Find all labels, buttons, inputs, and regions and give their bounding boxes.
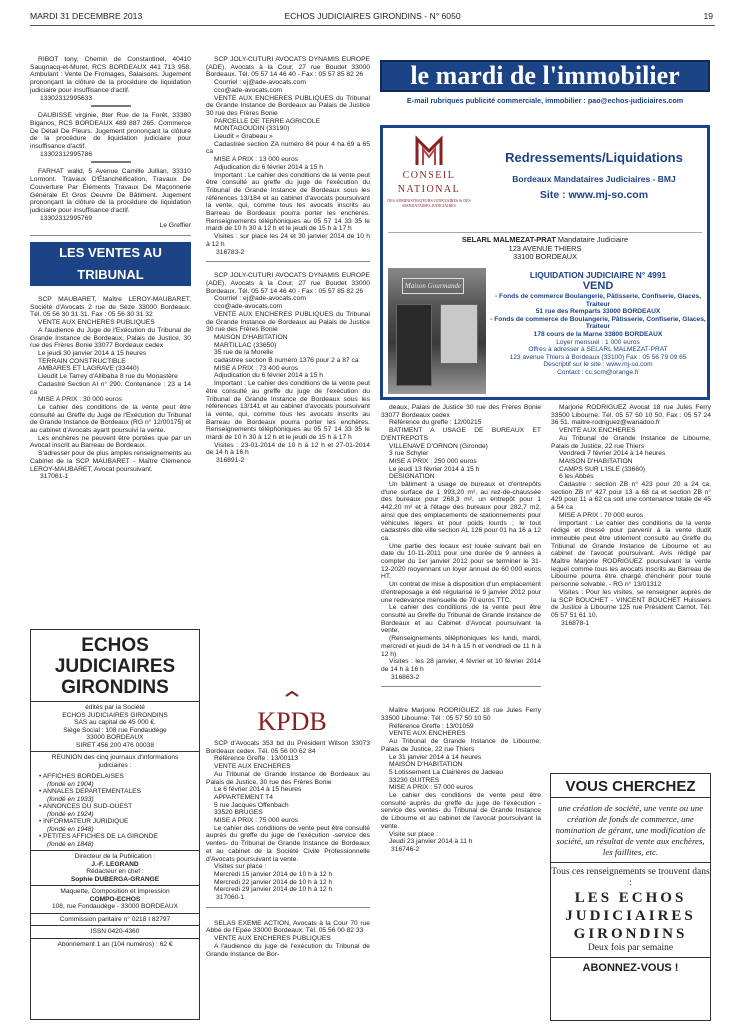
paragraph: 3 rue Schyler	[389, 450, 429, 458]
notice-daubisse	[30, 112, 191, 151]
paragraph: Visites : sur place les 24 et 30 janvier 2014 de 10 h à 12 h	[206, 233, 370, 248]
paragraph: MONTAGOUDIN (33190)	[214, 125, 290, 133]
paragraph: VENTE AUX ENCHERES PUBLIQUES	[38, 319, 155, 327]
liquidation-details: LIQUIDATION JUDICIAIRE N° 4991 VEND - Fonds de commerce Boulangerie, Pâtisserie, Confiserie, Glaces, Traiteur 51 rue des Remparts 33000 BORDEAUX - Fonds de commerce de Boulangerie, Pâtisserie, Confiserie, Glaces, Traiteur 178 cours de la Marne 33800 BORDEAUX Loyer mensuel : 1 000 euros Offres à adresser à SELARL MALMEZAT-PRAT 123 avenue Thiers à Bordeaux (33100) Fax : 05 56 79 09 65 Descriptif sur le site : www.mj-so.com Contact : cc.scm@orange.fr	[490, 270, 706, 376]
notice-joly-2	[206, 272, 370, 457]
paragraph: Visites : Pour les visites, se renseigner auprès de la SCP BOUCHET - VINCENT BOUCHET Huissiers de Justice à Libourne 125 rue Président Carnot. Tél. 05 57 51 61 10.	[551, 588, 711, 619]
notice-camps	[551, 404, 711, 620]
paragraph: Référence du greffe : 12/00215	[389, 419, 482, 427]
paragraph: SCP d'Avocats 353 bd du Président Wilson 33073 Bordeaux cedex. Tél. 05 56 00 62 84	[206, 740, 370, 755]
paragraph: 5 Lotissement La Clairières de Jadeau	[389, 768, 504, 776]
paragraph: MISE A PRIX : 75 000 euros	[214, 817, 299, 825]
journal-title: ECHOS JUDICIAIRES GIRONDINS - N° 6050	[284, 11, 461, 21]
publisher-line: SIRET 456 200 476 00038	[76, 741, 154, 749]
paragraph: Visite sur place :	[389, 830, 438, 838]
paragraph: (Renseignements téléphoniques les lundi, mardi, mercredi et jeudi de 14 h à 15 h et vendredi de 11 h à 12 h)	[381, 635, 541, 658]
notice-ref: 316891-2	[216, 457, 245, 465]
divider	[91, 105, 131, 107]
paragraph: Visites : les 28 janvier, 4 février et 10 février 2014 de 14 h à 16 h	[381, 658, 541, 673]
page-header	[30, 8, 715, 26]
ad-subtitle: Bordeaux Mandataires Judiciaires - BMJ	[512, 174, 676, 184]
paragraph: Un bâtiment à usage de bureaux et d'entrepôts d'une surface de 1 993,20 m², au rez-de-chaussée des bureaux pour 268,3 m², un entrepôt pour 1 442,20 m² et à l'étage des bureaux pour 282,7 m2, ainsi que des emplacements de stationnements pour véhicules légers et pour poids lourds ; le tout cadastrés dite ville section AL 126 pour 01 ha 16 a 12 ca.	[381, 481, 541, 542]
vous-list: une création de société, une vente ou une création de fonds de commerce, une nomination de gérant, une modification de société, un résultat de vente aux enchères, les faillites, etc.	[551, 798, 710, 863]
paragraph: A l'audience du Juge de l'Exécution du Tribunal de Grande Instance de Bordeaux, Palais de Justice, 30 rue des Frères Bonie 33077 Bordeaux cedex	[30, 326, 191, 350]
vous-brand-1: LES ECHOS	[574, 890, 687, 906]
column-4	[551, 404, 711, 769]
paragraph: MISE A PRIX : 57 000 euros	[389, 784, 474, 792]
journal-item: • INFORMATEUR JURIDIQUE	[39, 818, 193, 826]
paragraph: A l'audience du juge de l'exécution du Tribunal de Grande Instance de Bor-	[206, 942, 370, 958]
paragraph: deaux, Palais de Justice 30 rue des Frères Bonie 33077 Bordeaux cedex	[381, 404, 541, 419]
paragraph: Un contrat de mise à disposition d'un emplacement d'entreposage a été régularisé le 9 janvier 2012 pour une redevance mensuelle de 70 euros TTC.	[381, 581, 541, 604]
notice-ref: 316783-2	[216, 248, 245, 256]
journal-item: • ANNALES DEPARTEMENTALES	[39, 788, 193, 796]
paragraph: Mercredi 29 janvier 2014 de 10 h à 12 h	[214, 886, 333, 894]
paragraph: Le cahier des conditions de vente peut être consulté auprès du greffe du juge de l'exécution -service des ventes- du Tribunal de Grande Instance de Libourne et au cabinet de l'avocat poursuivant la vente.	[381, 792, 541, 830]
notice-villenave	[381, 404, 541, 674]
paragraph: cco@ade-avocats.com	[214, 86, 283, 94]
paragraph: Le jeudi 30 janvier 2014 à 15 heures	[38, 349, 147, 357]
vous-brand-2: JUDICIAIRES	[565, 908, 696, 924]
column-2-bottom	[206, 740, 370, 1022]
reunion-text: REUNION des cinq journaux d'informations judiciaires :	[31, 751, 199, 771]
commission-paritaire: Commission paritaire n° 0218 I 82797	[31, 913, 199, 926]
notice-maubaret	[30, 296, 191, 473]
journal-item: (fondé en 1904)	[47, 780, 94, 788]
paragraph: MAISON D'HABITATION	[389, 761, 463, 769]
notice-guitres	[381, 707, 541, 846]
column-1	[30, 56, 191, 623]
section-banner-ventes: LES VENTES AU TRIBUNAL	[30, 242, 191, 286]
notice-kpdb	[206, 740, 370, 894]
paragraph: Adjudication du 6 février 2014 à 15 h	[214, 372, 323, 380]
journal-item: (fondé en 1933)	[47, 795, 94, 803]
ad-title: Redressements/Liquidations	[505, 150, 683, 165]
paragraph: VENTE AUX ENCHERES PUBLIQUES du Tribunal de Grande Instance de Bordeaux au Palais de Justice 30 rue des Frères Bonie	[206, 310, 370, 334]
journal-item: (fondé en 1848)	[47, 840, 94, 848]
vous-sub: Tous ces renseignements se trouvent dans :	[551, 867, 710, 888]
paragraph: Cadastré Section AI n° 290. Contenance : 23 a 14 ca	[30, 380, 191, 396]
paragraph: Au Tribunal de Grande Instance de Bordeaux au Palais de Justice, 30 rue des Frères Bonie	[206, 770, 370, 786]
paragraph: CAMPS SUR L'ISLE (33660)	[559, 465, 646, 473]
paragraph: VENTE AUX ENCHERES	[389, 730, 466, 738]
notice-exeme	[206, 920, 370, 959]
paragraph: MISE A PRIX : 30 000 euros	[38, 396, 123, 404]
paragraph: Important : Le cahier des conditions de la vente rédigé et dressé pour parvenir à la vente dudit immeuble peut être utilement consulté au Greffe du Tribunal de Grande Instance de Libourne et au cabinet de l'avocat poursuivant. Avis rédigé par Maître Marjorie RODRIGUEZ poursuivant la vente lequel comme tous les avocats inscrits au Barreau de Libourne pourra être chargé d'enchérir pour toute personne solvable. - RG n° 13/01312	[551, 519, 711, 589]
notice-farhat	[30, 168, 191, 214]
paragraph: Au Tribunal de Grande Instance de Libourne, Palais de Justice, 22 rue Thiers	[551, 434, 711, 450]
paragraph: FARHAT walid, 5 Avenue Camille Jullian, 33310 Lormont. Travaux D'Étanchéification, Travaux De Couverture Par Éléments Travaux De Maçonnerie Générale Et Gros Oeuvre De Bâtiment. Jugement prononçant la clôture de la procédure de liquidation judiciaire pour insuffisance d'actif.	[30, 168, 191, 214]
paragraph: Référence Greffe : 13/01059	[389, 722, 474, 730]
paragraph: Le cahier des conditions de la vente peut être consulté au Greffe du Tribunal de Grande Instance de Bordeaux et au Cabinet d'Avocat poursuivant la vente.	[381, 604, 541, 635]
paragraph: Visites : 23-01-2014 de 10 h à 12 h et 27-01-2014 de 14 h à 16 h	[206, 441, 370, 457]
publisher-line: SAS au capital de 45 000 €.	[74, 719, 156, 726]
kpdb-logo	[257, 690, 327, 736]
paragraph: MARTILLAC (33650)	[214, 341, 277, 349]
notice-ref: 317061-1	[40, 473, 69, 481]
paragraph: MAISON D'HABITATION	[559, 457, 633, 465]
ad-site[interactable]: Site : www.mj-so.com	[539, 189, 649, 201]
paragraph: Cadastre : section ZB n° 423 pour 20 a 24 ca, section ZB n° 427 pour 13 a 68 ca et section ZB n° 429 pour 11 a 62 ca soit une contenance totale de 45 a 54 ca	[551, 481, 711, 512]
notice-joly-1	[206, 56, 370, 249]
paragraph: 33230 GUITRES	[389, 776, 440, 784]
paragraph: MISE A PRIX : 250 000 euros	[389, 457, 477, 465]
page-number: 19	[703, 11, 713, 21]
subscription-price: Abonnement 1 an (104 numéros) : 62 €	[31, 938, 199, 951]
paragraph: 33520 BRUGES	[214, 809, 263, 817]
paragraph: Marjorie RODRIGUEZ Avocat 18 rue Jules Ferry 33500 Libourne. Tél. 05 57 50 10 50, Fax : 05 57 24 36 51. maitre-rodriguez@wanadoo.fr	[551, 404, 711, 427]
publisher-line: 33000 BORDEAUX	[86, 734, 144, 741]
paragraph: Le cahier des conditions de vente peut être consulté auprès du greffe du juge de l'exécution -service des ventes- du Tribunal de Grande Instance de Bordeaux et au cabinet de la Société Civile Professionnelle d'Avocats poursuivant la vente.	[206, 824, 370, 863]
paragraph: Le jeudi 13 février 2014 à 15 h	[389, 465, 480, 473]
publication-director: Directeur de la Publication : J.-F. LEGRAND Rédacteur en chef : Sophie DUBERGA-GRANGE	[31, 850, 199, 885]
journal-item: (fondé en 1948)	[47, 825, 94, 833]
paragraph: MISE A PRIX : 73 400 euros	[214, 364, 299, 372]
publisher-line: Siège Social : 108 rue Fondaudège	[63, 726, 167, 734]
journal-item: (fondé en 1924)	[47, 810, 94, 818]
paragraph: AMBARES ET LAGRAVE (33440)	[38, 365, 139, 373]
paragraph: 5 rue Jacques Offenbach	[214, 801, 289, 809]
paragraph: Cadastrée section ZA numéro 84 pour 4 ha 69 a 65 ca	[206, 140, 370, 156]
masthead-title: ECHOS JUDICIAIRES GIRONDINS	[31, 630, 199, 702]
paragraph: PARCELLE DE TERRE AGRICOLE	[214, 117, 321, 125]
issn: ISSN 0420-4360	[31, 925, 199, 938]
paragraph: 35 rue de la Morelle	[214, 349, 274, 357]
paragraph: VENTE AUX ENCHERES	[214, 763, 291, 771]
paragraph: Maître Marjorie RODRIGUEZ 18 rue Jules Ferry 33500 Libourne. Tél : 05 57 50 10 50	[381, 707, 541, 723]
paragraph: Mercredi 22 janvier 2014 de 10 h à 12 h	[214, 878, 333, 886]
publisher-info	[31, 702, 199, 751]
contact-email: E-mail rubriques publicité commerciale, immobilier : pao@echos-judiciaires.com	[406, 96, 684, 105]
selarl-info: SELARL MALMEZAT-PRAT Mandataire Judiciaire 123 AVENUE THIERS 33100 BORDEAUX	[388, 232, 702, 262]
paragraph: Mercredi 15 janvier 2014 de 10 h à 12 h	[214, 870, 333, 878]
paragraph: MISE A PRIX : 70 000 euros	[559, 511, 644, 519]
paragraph: SCP JOLY-CUTURI AVOCATS DYNAMIS EUROPE (ADE), Avocats à la Cour, 27 rue Boudet 33000 Bordeaux. Tél. 05 57 14 46 40 - Fax : 05 57 85 82 26	[206, 272, 370, 295]
paragraph: Les enchères ne peuvent être portées que par un Avocat inscrit au Barreau de Bordeaux.	[30, 434, 191, 450]
paragraph: VENTE AUX ENCHERES PUBLIQUES	[214, 935, 331, 943]
paragraph: Adjudication du 6 février 2014 à 15 h	[214, 163, 323, 171]
notice-ref: 316863-2	[391, 673, 420, 681]
paragraph: S'adresser pour de plus amples renseignements au Cabinet de la SCP MAUBARET - Maître Clémence LEROY-MAUBARET, Avocat poursuivant.	[30, 450, 191, 473]
paragraph: Au Tribunal de Grande Instance de Libourne, Palais de Justice, 22 rue Thiers	[381, 738, 541, 753]
publisher-line: ECHOS JUDICIAIRES GIRONDINS	[62, 711, 168, 719]
notice-ribot	[30, 56, 191, 95]
paragraph: SCP JOLY-CUTURI AVOCATS DYNAMIS EUROPE (ADE), Avocats à la Cour, 27 rue Boudet 33000 Bordeaux. Tél. 05 57 14 46 40 - Fax : 05 57 85 82 26	[206, 56, 370, 79]
paragraph: 6 les Abbés	[559, 473, 594, 481]
journal-item: • AFFICHES BORDELAISES	[39, 773, 193, 781]
shop-photo	[388, 268, 486, 394]
publisher-line: édités par la Société	[85, 704, 145, 711]
paragraph: Visites sur place :	[214, 863, 267, 871]
notice-ref: 13302312995633	[40, 94, 93, 102]
paragraph: MISE A PRIX : 13 000 euros	[214, 156, 299, 164]
paragraph: VENTE AUX ENCHERES PUBLIQUES du Tribunal de Grande Instance de Bordeaux au Palais de Justice 30 rue des Frères Bonie	[206, 94, 370, 117]
paragraph: Référence Greffe : 13/00113	[214, 755, 299, 763]
column-3	[381, 404, 541, 1022]
paragraph: Une partie des locaux est louée suivant bail en date du 10-11-2011 pour une durée de 9 années à compter du 1er janvier 2012 pour se terminer le 31-12-2020 moyennant un loyer annuel de 60 000 euros HT.	[381, 542, 541, 581]
logo-mark-icon	[414, 135, 444, 167]
conseil-national-logo: CONSEIL NATIONAL DES ADMINISTRATEURS JUDICIAIRES & DES MANDATAIRES JUDICIAIRES	[385, 133, 473, 233]
paragraph: Jeudi 23 janvier 2014 à 11 h	[389, 838, 473, 846]
printing-info: Maquette, Composition et Impression COMPO-ECHOS 108, rue Fondaudège - 33000 BORDEAUX	[31, 885, 199, 913]
divider	[91, 161, 131, 163]
paragraph: DAUBISSE virginie, 8ter Rue de la Forêt, 33380 Biganos, RCS BORDEAUX 489 887 265. Commerce De Détail De Fleurs. Jugement prononçant la clôture de la procédure de liquidation judiciaire pour insuffisance d'actif.	[30, 112, 191, 151]
notice-ref: 13302312995769	[40, 214, 93, 222]
paragraph: Le cahier des conditions de la vente peut être consulté au Greffe du Juge de l'Exécution du Tribunal de Grande Instance de Bordeaux (RG n° 12/00175) et au cabinet d'Avocats ayant poursuivi la vente.	[30, 403, 191, 435]
paragraph: Lieudit Le Tarrey d'Allibaba 8 rue du Monastère	[38, 373, 178, 381]
notice-ref: 13302312995786	[40, 150, 93, 158]
paragraph: SELAS EXEME ACTION, Avocats à la Cour 70 rue Abbé de l'Epée 33000 Bordeaux. Tél. 05 56 00 82 33	[206, 919, 370, 935]
journal-list	[31, 771, 199, 850]
vous-title: VOUS CHERCHEZ	[551, 774, 710, 798]
paragraph: Le 6 février 2014 à 15 heures	[214, 786, 302, 794]
shop-sign: Maison Gourmande	[402, 278, 464, 294]
paragraph: Important : Le cahier des conditions de la vente peut être consulté au greffe du juge de l'exécution du Tribunal de Grande Instance de Bordeaux sous les références 13/141 et au cabinet d'avocats poursuivant la vente, qui, comme tous les avocats inscrits au Barreau de Bordeaux pourra porter les enchères. Renseignements téléphoniques au 05 57 14 33 35 le mardi de 10 h 30 à 12 h et le jeudi de 15 h à 17 h	[206, 380, 370, 442]
paragraph: Courriel : ej@ade-avocats.com	[214, 79, 306, 87]
paragraph: cadastrée section B numéro 1376 pour 2 a 87 ca	[214, 357, 359, 365]
immobilier-banner: le mardi de l'immobilier	[380, 60, 710, 92]
paragraph: DESIGNATION	[389, 473, 435, 481]
kpdb-text: KPDB	[257, 707, 327, 736]
vous-cherchez-box	[550, 773, 711, 1021]
subscribe-cta[interactable]: ABONNEZ-VOUS !	[582, 962, 679, 974]
liquidation-ad	[380, 125, 710, 400]
vous-brand-3: GIRONDINS	[573, 926, 688, 942]
paragraph: RIBOT tony, Chemin de Constantinel, 40410 Saugnacq-et-Muret, RCS BORDEAUX 441 713 958. Ambulant : Vente De Fromages, Salaisons. Jugement prononçant la clôture de la procédure de liquidation judiciaire pour insuffisance d'actif.	[30, 56, 191, 94]
paragraph: VENTE AUX ENCHERES	[559, 427, 636, 435]
journal-item: • ANNONCES DU SUD-OUEST	[39, 803, 193, 811]
paragraph: Lieudit « Grabeau »	[214, 133, 273, 141]
vous-frequency: Deux fois par semaine	[551, 943, 710, 958]
paragraph: MAISON D'HABITATION	[214, 333, 288, 341]
journal-item: • PETITES AFFICHES DE LA GIRONDE	[39, 833, 193, 841]
paragraph: Le 31 janvier 2014 à 14 heures	[389, 753, 482, 761]
paragraph: VILLENAVE D'ORNON (Gironde)	[389, 442, 488, 450]
paragraph: Important : Le cahier des conditions de la vente peut être consulté au greffe du juge de l'exécution du Tribunal de Grande Instance de Bordeaux sous les références 13/184 et au cabinet d'avocats poursuivant la vente, qui, comme tous les avocats inscrits au Barreau de Bordeaux pourra porter les enchères. Renseignements téléphoniques au 05 57 14 33 35 le mardi de 10 h 30 à 12 h et le jeudi de 15 h à 17 h	[206, 171, 370, 233]
paragraph: BATIMENT A USAGE DE BUREAUX ET D'ENTREPOTS	[381, 427, 541, 442]
paragraph: cco@ade-avocats.com	[214, 303, 283, 311]
notice-ref: 316746-2	[391, 845, 420, 853]
column-2	[206, 56, 370, 686]
issue-date: MARDI 31 DECEMBRE 2013	[30, 11, 143, 21]
notice-ref: 316878-1	[561, 619, 590, 627]
paragraph: TERRAIN CONSTRUCTIBLE	[38, 357, 126, 365]
paragraph: Vendredi 7 février 2014 à 14 heures	[559, 450, 666, 458]
greffier-signature: Le Greffier	[159, 222, 191, 230]
paragraph: SCP MAUBARET, Maître LEROY-MAUBARET, Société d'Avocats 2 rue de Sèze 33000 Bordeaux. Tél. 05 56 30 31 31. Fax : 05 56 30 31 32	[30, 296, 191, 319]
paragraph: APPARTEMENT T4	[214, 793, 273, 801]
masthead-box	[30, 629, 200, 1020]
paragraph: Courriel : ej@ade-avocats.com	[214, 295, 306, 303]
notice-ref: 317060-1	[216, 894, 245, 902]
